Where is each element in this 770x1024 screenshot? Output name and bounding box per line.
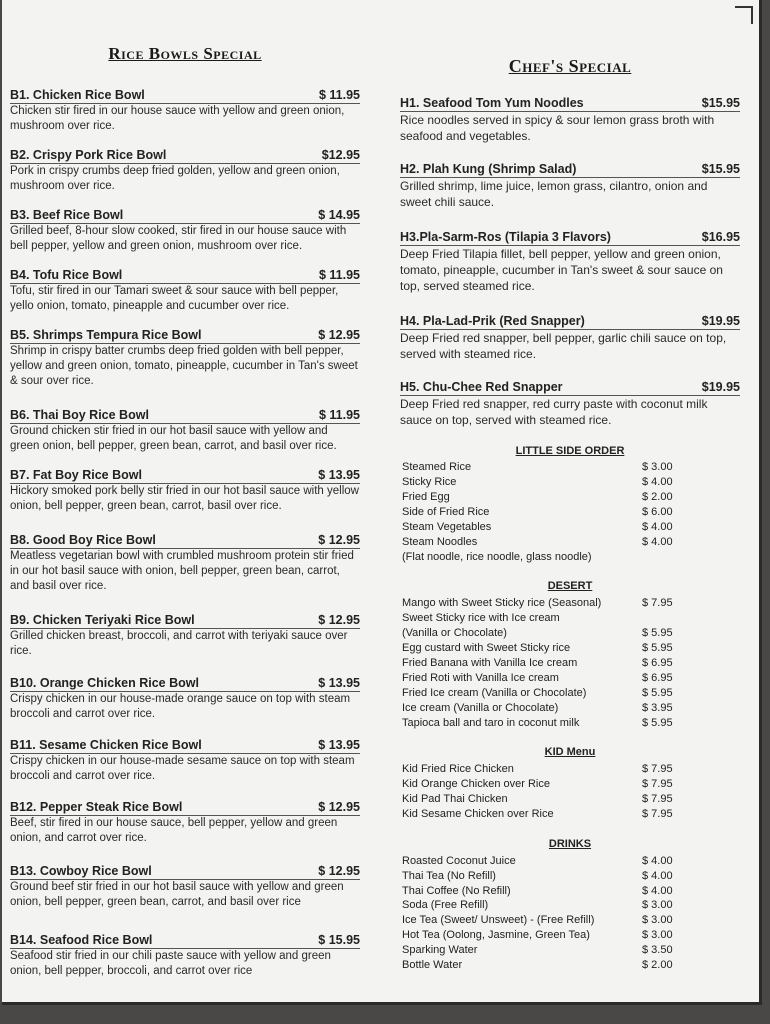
side-order-row	[402, 535, 692, 549]
rice-bowl-description: Meatless vegetarian bowl with crumbled mushroom protein stir fried in our hot basil sauce with onion, bell pepper, green bean, carrot, and basil over rice.	[10, 550, 354, 592]
rice-bowl-item	[10, 468, 360, 514]
desert-item-price: $ 6.95	[642, 657, 673, 669]
rice-bowl-price: $ 12.95	[318, 328, 360, 342]
rice-bowl-item	[10, 408, 360, 454]
rice-bowl-header	[10, 933, 360, 949]
drinks-row	[402, 958, 692, 972]
desert-item-name: Sweet Sticky rice with Ice cream	[402, 612, 560, 624]
rice-bowl-item	[10, 208, 360, 254]
desert-item-price: $ 5.95	[642, 687, 673, 699]
rice-bowl-price: $ 13.95	[318, 738, 360, 752]
rice-bowl-header	[10, 676, 360, 692]
rice-bowl-name: B11. Sesame Chicken Rice Bowl	[10, 738, 202, 752]
desert-item-price: $ 7.95	[642, 597, 673, 609]
rice-bowl-price: $ 15.95	[318, 933, 360, 947]
rice-bowl-header	[10, 208, 360, 224]
rice-bowl-header	[10, 864, 360, 880]
desert-item-price: $ 6.95	[642, 672, 673, 684]
rice-bowl-item	[10, 148, 360, 194]
desert-row	[402, 701, 692, 715]
kid-menu-row	[402, 777, 692, 791]
kid-menu-item-price: $ 7.95	[642, 808, 673, 820]
rice-bowl-description: Shrimp in crispy batter crumbs deep fried golden with bell pepper, yellow and green onion, tomato, pineapple, cucumber in Tan's sweet & sour over rice.	[10, 345, 358, 387]
rice-bowl-price: $ 13.95	[318, 676, 360, 690]
chef-special-price: $15.95	[701, 162, 740, 176]
drinks-item-price: $ 3.00	[642, 914, 673, 927]
rice-bowl-description: Tofu, stir fired in our Tamari sweet & sour sauce with bell pepper, yello onion, tomato, pineapple and cucumber over rice.	[10, 285, 339, 312]
chef-special-item	[400, 380, 740, 428]
rice-bowl-description: Grilled beef, 8-hour slow cooked, stir fired in our house sauce with bell pepper, yellow and green onion, mushroom over rice.	[10, 225, 347, 252]
chef-special-description: Deep Fried red snapper, red curry paste with coconut milk sauce on top, served with steamed rice.	[400, 397, 708, 427]
menu-page	[2, 0, 762, 1005]
side-order-item-name: Fried Egg	[402, 491, 450, 503]
drinks-row	[402, 869, 692, 883]
chef-special-item	[400, 96, 740, 144]
rice-bowl-item	[10, 328, 360, 389]
drinks-row	[402, 884, 692, 898]
chef-special-header	[400, 380, 740, 396]
rice-bowl-price: $ 11.95	[318, 408, 360, 422]
kid-menu-item-price: $ 7.95	[642, 778, 673, 790]
kid-menu-item-name: Kid Fried Rice Chicken	[402, 763, 514, 775]
rice-bowl-item	[10, 800, 360, 846]
rice-bowl-name: B1. Chicken Rice Bowl	[10, 88, 145, 102]
chef-special-header	[400, 230, 740, 246]
rice-bowl-description: Beef, stir fired in our house sauce, bell pepper, yellow and green onion, and carrot over rice.	[10, 817, 338, 844]
desert-row	[402, 611, 692, 625]
kid-menu-row	[402, 762, 692, 776]
chef-special-item	[400, 162, 740, 210]
desert-item-name: Fried Roti with Vanilla Ice cream	[402, 672, 559, 684]
rice-bowl-name: B8. Good Boy Rice Bowl	[10, 533, 156, 547]
drinks-row	[402, 854, 692, 868]
rice-bowl-price: $ 12.95	[318, 800, 360, 814]
rice-bowl-item	[10, 864, 360, 910]
chef-special-name: H1. Seafood Tom Yum Noodles	[400, 96, 584, 110]
rice-bowl-description: Seafood stir fried in our chili paste sauce with yellow and green onion, bell pepper, broccoli, and carrot over rice	[10, 950, 331, 977]
desert-item-name: (Vanilla or Chocolate)	[402, 627, 507, 639]
drinks-item-price: $ 2.00	[642, 958, 673, 971]
desert-row	[402, 626, 692, 640]
chef-special-header	[400, 96, 740, 112]
desert-row	[402, 671, 692, 685]
rice-bowl-name: B10. Orange Chicken Rice Bowl	[10, 676, 199, 690]
drinks-item-name: Roasted Coconut Juice	[402, 855, 516, 867]
desert-item-name: Egg custard with Sweet Sticky rice	[402, 642, 571, 654]
rice-bowl-name: B2. Crispy Pork Rice Bowl	[10, 148, 167, 162]
rice-bowl-item	[10, 676, 360, 722]
chef-special-price: $19.95	[701, 314, 740, 328]
side-order-item-name: Steam Vegetables	[402, 521, 492, 533]
drinks-row	[402, 913, 692, 927]
chef-special-price: $16.95	[701, 230, 740, 244]
desert-item-name: Mango with Sweet Sticky rice (Seasonal)	[402, 597, 602, 609]
side-order-row	[402, 505, 692, 519]
rice-bowl-name: B12. Pepper Steak Rice Bowl	[10, 800, 183, 814]
desert-row	[402, 686, 692, 700]
side-order-item-price: $ 2.00	[642, 491, 673, 503]
side-order-item-name: Steam Noodles	[402, 536, 478, 548]
kid-menu-heading: KID Menu	[544, 746, 596, 758]
rice-bowl-name: B5. Shrimps Tempura Rice Bowl	[10, 328, 202, 342]
desert-item-price: $ 5.95	[642, 642, 673, 654]
rice-bowl-description: Pork in crispy crumbs deep fried golden, yellow and green onion, mushroom over rice.	[10, 165, 340, 192]
rice-bowl-price: $12.95	[321, 148, 360, 162]
side-order-row	[402, 460, 692, 474]
drinks-item-price: $ 4.00	[642, 869, 673, 882]
chef-special-header	[400, 162, 740, 178]
desert-row	[402, 596, 692, 610]
rice-bowl-header	[10, 328, 360, 344]
page-corner-decoration	[735, 6, 753, 24]
chef-special-item	[400, 314, 740, 362]
desert-row	[402, 656, 692, 670]
desert-row	[402, 641, 692, 655]
chef-special-header	[400, 314, 740, 330]
rice-bowl-header	[10, 268, 360, 284]
drinks-item-name: Ice Tea (Sweet/ Unsweet) - (Free Refill)	[402, 914, 595, 927]
chef-special-description: Deep Fried Tilapia fillet, bell pepper, yellow and green onion, tomato, pineapple, cucumber in Tan's sweet & sour sauce on top, served steamed rice.	[400, 247, 723, 293]
rice-bowl-description: Grilled chicken breast, broccoli, and carrot with teriyaki sauce over rice.	[10, 630, 348, 657]
desert-item-name: Tapioca ball and taro in coconut milk	[402, 717, 580, 729]
drinks-item-price: $ 4.00	[642, 884, 673, 897]
kid-menu-item-name: Kid Orange Chicken over Rice	[402, 778, 550, 790]
rice-bowl-description: Hickory smoked pork belly stir fried in our hot basil sauce with yellow onion, bell pepper, green bean, carrot, basil over rice.	[10, 485, 359, 512]
rice-bowl-item	[10, 933, 360, 979]
rice-bowl-header	[10, 408, 360, 424]
rice-bowl-header	[10, 533, 360, 549]
side-order-row	[402, 475, 692, 489]
desert-heading: DESERT	[547, 580, 593, 592]
drinks-row	[402, 943, 692, 957]
chef-special-name: H3.Pla-Sarm-Ros (Tilapia 3 Flavors)	[400, 230, 611, 244]
side-order-row	[402, 490, 692, 504]
chef-special-description: Rice noodles served in spicy & sour lemon grass broth with seafood and vegetables.	[400, 113, 715, 143]
kid-menu-item-name: Kid Sesame Chicken over Rice	[402, 808, 554, 820]
rice-bowl-description: Crispy chicken in our house-made orange sauce on top with steam broccoli and carrot over rice.	[10, 693, 351, 720]
drinks-item-price: $ 3.00	[642, 929, 673, 941]
side-order-item-name: (Flat noodle, rice noodle, glass noodle)	[402, 551, 592, 563]
desert-item-name: Fried Ice cream (Vanilla or Chocolate)	[402, 687, 587, 699]
rice-bowl-description: Ground beef stir fried in our hot basil sauce with yellow and green onion, bell pepper, green bean, carrot, and basil over rice	[10, 881, 344, 908]
desert-row	[402, 716, 692, 730]
chef-special-description: Grilled shrimp, lime juice, lemon grass, cilantro, onion and sweet chili sauce.	[400, 179, 708, 209]
chef-special-name: H2. Plah Kung (Shrimp Salad)	[400, 162, 577, 176]
side-order-row	[402, 520, 692, 534]
rice-bowl-description: Ground chicken stir fried in our hot basil sauce with yellow and green onion, bell pepper, green bean, carrot, and basil over rice.	[10, 425, 337, 452]
chef-special-name: H4. Pla-Lad-Prik (Red Snapper)	[400, 314, 585, 328]
rice-bowl-name: B6. Thai Boy Rice Bowl	[10, 408, 149, 422]
side-order-item-name: Steamed Rice	[402, 461, 472, 473]
chef-special-item	[400, 230, 740, 294]
rice-bowl-name: B13. Cowboy Rice Bowl	[10, 864, 152, 878]
chef-special-description: Deep Fried red snapper, bell pepper, garlic chili sauce on top, served with steamed rice.	[400, 331, 727, 361]
rice-bowl-name: B14. Seafood Rice Bowl	[10, 933, 153, 947]
rice-bowl-name: B3. Beef Rice Bowl	[10, 208, 124, 222]
drinks-item-name: Thai Coffee (No Refill)	[402, 884, 511, 897]
side-order-item-price: $ 4.00	[642, 536, 673, 548]
kid-menu-item-price: $ 7.95	[642, 793, 673, 805]
rice-bowl-price: $ 12.95	[318, 533, 360, 547]
rice-bowl-name: B9. Chicken Teriyaki Rice Bowl	[10, 613, 195, 627]
rice-bowl-header	[10, 738, 360, 754]
rice-bowl-price: $ 11.95	[318, 268, 360, 282]
rice-bowl-price: $ 14.95	[318, 208, 360, 222]
side-order-item-price: $ 3.00	[642, 461, 673, 473]
kid-menu-row	[402, 807, 692, 821]
chef-special-heading: Chef's Special	[508, 56, 632, 76]
side-order-heading: LITTLE SIDE ORDER	[515, 445, 625, 457]
drinks-item-name: Bottle Water	[402, 958, 463, 971]
rice-bowl-header	[10, 613, 360, 629]
rice-bowl-item	[10, 533, 360, 594]
rice-bowl-header	[10, 148, 360, 164]
rice-bowls-heading: Rice Bowls Special	[108, 44, 262, 63]
desert-item-price: $ 5.95	[642, 717, 673, 729]
drinks-item-name: Soda (Free Refill)	[402, 899, 489, 912]
rice-bowl-name: B7. Fat Boy Rice Bowl	[10, 468, 142, 482]
desert-item-name: Ice cream (Vanilla or Chocolate)	[402, 702, 559, 714]
desert-item-name: Fried Banana with Vanilla Ice cream	[402, 657, 578, 669]
side-order-item-price: $ 4.00	[642, 476, 673, 488]
drinks-heading: DRINKS	[548, 838, 592, 850]
rice-bowls-column	[10, 40, 360, 990]
desert-item-price: $ 5.95	[642, 627, 673, 639]
rice-bowl-description: Chicken stir fired in our house sauce with yellow and green onion, mushroom over rice.	[10, 105, 345, 132]
chef-special-price: $19.95	[701, 380, 740, 394]
drinks-row	[402, 898, 692, 912]
side-order-item-name: Sticky Rice	[402, 476, 457, 488]
rice-bowl-header	[10, 88, 360, 104]
rice-bowl-description: Crispy chicken in our house-made sesame sauce on top with steam broccoli and carrot over rice.	[10, 755, 355, 782]
rice-bowl-item	[10, 268, 360, 314]
side-order-item-price	[642, 550, 692, 564]
desert-item-price: $ 3.95	[642, 702, 673, 714]
kid-menu-row	[402, 792, 692, 806]
kid-menu-item-price: $ 7.95	[642, 763, 673, 775]
chef-special-name: H5. Chu-Chee Red Snapper	[400, 380, 563, 394]
desert-item-price	[642, 611, 692, 625]
chef-special-column	[400, 52, 740, 992]
rice-bowl-item	[10, 613, 360, 659]
rice-bowl-price: $ 13.95	[318, 468, 360, 482]
rice-bowl-item	[10, 738, 360, 784]
drinks-row	[402, 928, 692, 942]
rice-bowl-header	[10, 468, 360, 484]
side-order-item-price: $ 6.00	[642, 506, 673, 518]
rice-bowl-item	[10, 88, 360, 134]
chef-special-price: $15.95	[701, 96, 740, 110]
kid-menu-item-name: Kid Pad Thai Chicken	[402, 793, 508, 805]
drinks-item-price: $ 3.00	[642, 899, 673, 912]
drinks-item-price: $ 4.00	[642, 855, 673, 867]
rice-bowl-price: $ 12.95	[318, 864, 360, 878]
drinks-item-name: Hot Tea (Oolong, Jasmine, Green Tea)	[402, 929, 590, 941]
side-order-row	[402, 550, 692, 564]
rice-bowl-price: $ 11.95	[318, 88, 360, 102]
rice-bowl-price: $ 12.95	[318, 613, 360, 627]
side-order-item-name: Side of Fried Rice	[402, 506, 490, 518]
rice-bowl-name: B4. Tofu Rice Bowl	[10, 268, 123, 282]
side-order-item-price: $ 4.00	[642, 521, 673, 533]
drinks-item-name: Thai Tea (No Refill)	[402, 869, 496, 882]
drinks-item-name: Sparking Water	[402, 943, 478, 956]
drinks-item-price: $ 3.50	[642, 943, 673, 956]
rice-bowl-header	[10, 800, 360, 816]
